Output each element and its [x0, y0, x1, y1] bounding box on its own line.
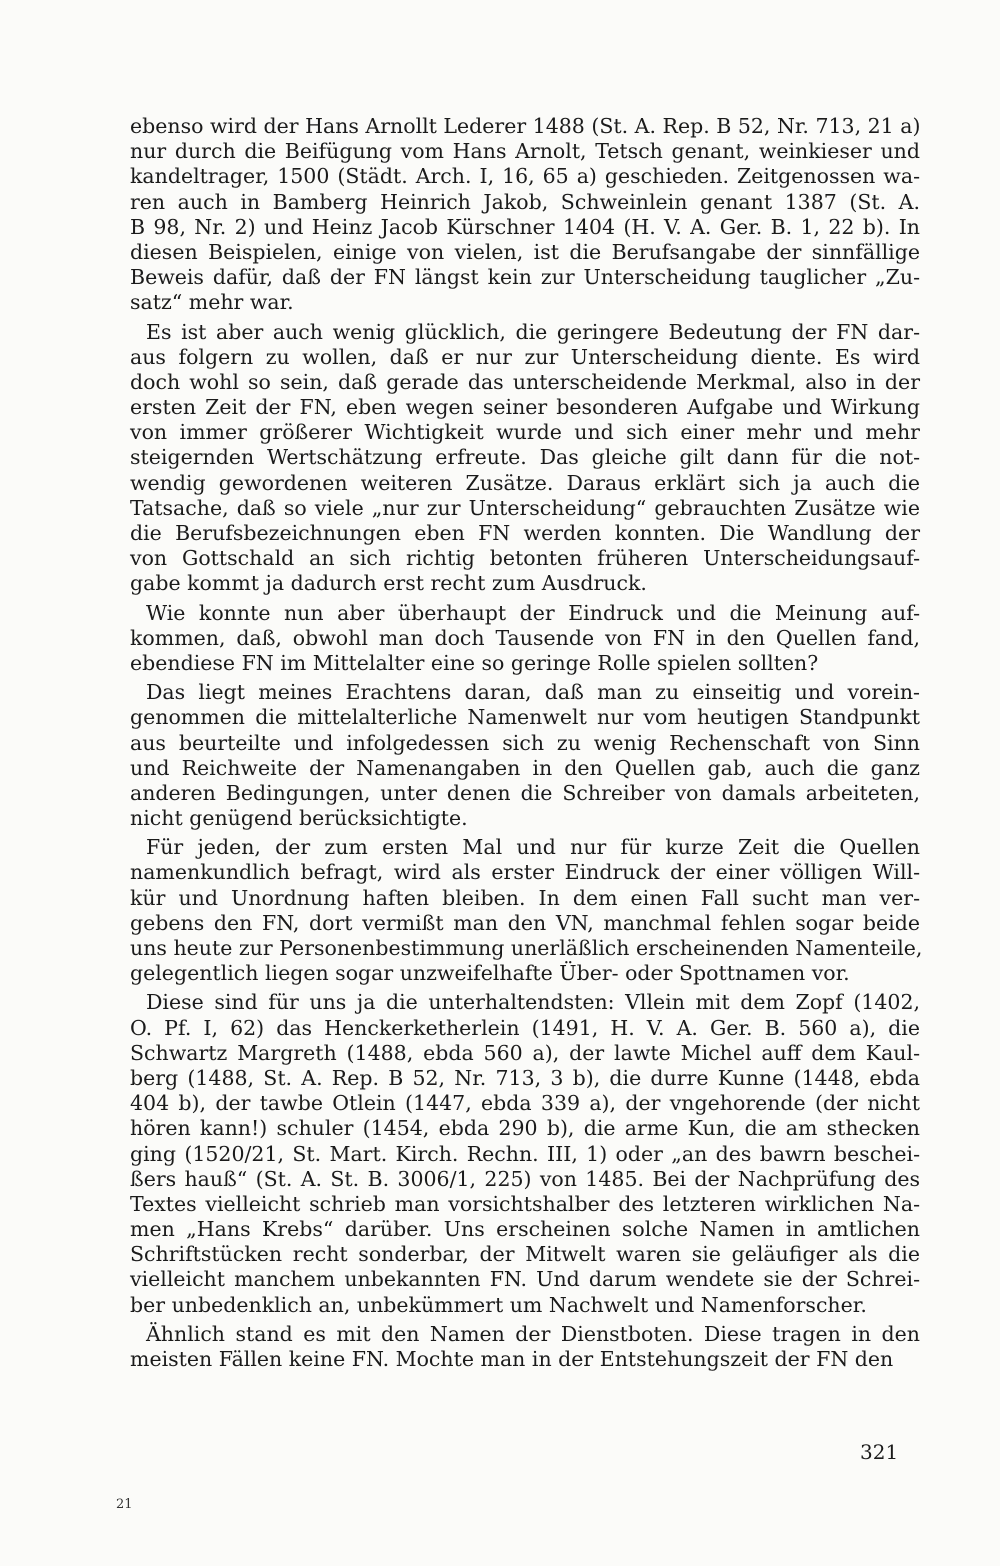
text-line: doch wohl so sein, daß gerade das unterscheidende Merkmal, also in der [130, 369, 920, 394]
text-line: vielleicht manchem unbekannten FN. Und darum wendete sie der Schrei- [130, 1267, 920, 1292]
text-line: genommen die mittelalterliche Namenwelt nur vom heutigen Standpunkt [130, 705, 920, 730]
text-line: ebenso wird der Hans Arnollt Lederer 1488 (St. A. Rep. B 52, Nr. 713, 21 a) [130, 114, 921, 138]
text-line: anderen Bedingungen, unter denen die Schreiber von damals arbeiteten, [130, 780, 920, 805]
text-line: aus folgern zu wollen, daß er nur zur Unterscheidung diente. Es wird [130, 344, 920, 369]
text-line: O. Pf. I, 62) das Henckerketherlein (1491, H. V. A. Ger. B. 560 a), die [130, 1015, 920, 1040]
text-line: nicht genügend berücksichtigte. [130, 806, 468, 831]
text-line: ebendiese FN im Mittelalter eine so geringe Rolle spielen sollten? [130, 650, 819, 675]
text-line: steigernden Wertschätzung erfreute. Das gleiche gilt dann für die not- [130, 445, 920, 470]
paragraph [130, 680, 920, 831]
paragraph [130, 1322, 920, 1372]
text-line: Das liegt meines Erachtens daran, daß man zu einseitig und vorein- [146, 680, 920, 705]
paragraph [130, 601, 920, 677]
paragraph [130, 114, 920, 316]
text-line: und Reichweite der Namenangaben in den Quellen gab, auch die ganz [130, 755, 920, 780]
text-line: von Gottschald an sich richtig betonten früheren Unterscheidungsauf- [130, 546, 920, 571]
text-line: Textes vielleicht schrieb man vorsichtshalber des letzteren wirklichen Na- [130, 1191, 920, 1216]
text-line: kür und Unordnung haften bleiben. In dem einen Fall sucht man ver- [130, 885, 920, 910]
page-number: 321 [860, 1440, 899, 1464]
text-line: kandeltrager, 1500 (Städt. Arch. I, 16, 65 a) geschieden. Zeitgenossen wa- [130, 164, 920, 189]
text-line: aus beurteilte und infolgedessen sich zu wenig Rechenschaft von Sinn [130, 730, 920, 755]
text-line: men „Hans Krebs“ darüber. Uns erscheinen solche Namen in amtlichen [130, 1217, 920, 1242]
text-line: diesen Beispielen, einige von vielen, ist die Berufsangabe der sinnfällige [130, 239, 920, 264]
text-line: ber unbedenklich an, unbekümmert um Nachwelt und Namenforscher. [130, 1292, 867, 1317]
text-line: Schriftstücken recht sonderbar, der Mitwelt waren sie geläufiger als die [130, 1242, 920, 1267]
text-line: gelegentlich liegen sogar unzweifelhafte Über- oder Spottnamen vor. [130, 961, 850, 986]
text-line: gabe kommt ja dadurch erst recht zum Ausdruck. [130, 571, 647, 596]
text-line: B 98, Nr. 2) und Heinz Jacob Kürschner 1404 (H. V. A. Ger. B. 1, 22 b). In [130, 214, 920, 239]
text-line: satz“ mehr war. [130, 290, 294, 315]
text-line: meisten Fällen keine FN. Mochte man in der Entstehungszeit der FN den [130, 1347, 894, 1371]
text-line: gebens den FN, dort vermißt man den VN, manchmal fehlen sogar beide [130, 910, 920, 935]
text-line: ging (1520/21, St. Mart. Kirch. Rechn. III, 1) oder „an des bawrn beschei- [130, 1141, 920, 1166]
text-line: nur durch die Beifügung vom Hans Arnolt, Tetsch genant, weinkieser und [130, 139, 920, 164]
signature-mark: 21 [116, 1497, 133, 1512]
text-line: von immer größerer Wichtigkeit wurde und sich einer mehr und mehr [130, 420, 920, 445]
text-line: Diese sind für uns ja die unterhaltendsten: Vllein mit dem Zopf (1402, [146, 990, 920, 1015]
text-line: berg (1488, St. A. Rep. B 52, Nr. 713, 3 b), die durre Kunne (1448, ebda [130, 1065, 920, 1090]
text-line: Schwartz Margreth (1488, ebda 560 a), der lawte Michel auff dem Kaul- [130, 1040, 920, 1065]
text-line: Tatsache, daß so viele „nur zur Unterscheidung“ gebrauchten Zusätze wie [130, 495, 920, 520]
text-line: Beweis dafür, daß der FN längst kein zur Unterscheidung tauglicher „Zu- [130, 265, 920, 290]
text-line: 404 b), der tawbe Otlein (1447, ebda 339 a), der vngehorende (der nicht [130, 1091, 920, 1116]
text-line: uns heute zur Personenbestimmung unerläßlich erscheinenden Namenteile, [130, 936, 923, 960]
text-line: wendig gewordenen weiteren Zusätze. Daraus erklärt sich ja auch die [130, 470, 920, 495]
text-line: ersten Zeit der FN, eben wegen seiner besonderen Aufgabe und Wirkung [130, 395, 920, 420]
text-line: namenkundlich befragt, wird als erster Eindruck der einer völligen Will- [130, 860, 920, 885]
text-line: Für jeden, der zum ersten Mal und nur für kurze Zeit die Quellen [146, 835, 920, 860]
body-text [130, 114, 923, 1376]
text-line: ren auch in Bamberg Heinrich Jakob, Schweinlein genant 1387 (St. A. [130, 189, 920, 214]
text-line: Ähnlich stand es mit den Namen der Dienstboten. Diese tragen in den [146, 1321, 920, 1346]
text-line: Wie konnte nun aber überhaupt der Eindruck und die Meinung auf- [146, 600, 920, 625]
paragraph [130, 835, 923, 986]
text-line: ßers hauß“ (St. A. St. B. 3006/1, 225) von 1485. Bei der Nachprüfung des [130, 1166, 920, 1191]
text-line: Es ist aber auch wenig glücklich, die geringere Bedeutung der FN dar- [146, 319, 920, 344]
text-line: kommen, daß, obwohl man doch Tausende von FN in den Quellen fand, [130, 625, 920, 650]
paragraph [130, 990, 920, 1317]
paragraph [130, 320, 920, 597]
text-line: die Berufsbezeichnungen eben FN werden konnten. Die Wandlung der [130, 521, 920, 545]
text-line: hören kann!) schuler (1454, ebda 290 b), die arme Kun, die am sthecken [130, 1116, 920, 1141]
